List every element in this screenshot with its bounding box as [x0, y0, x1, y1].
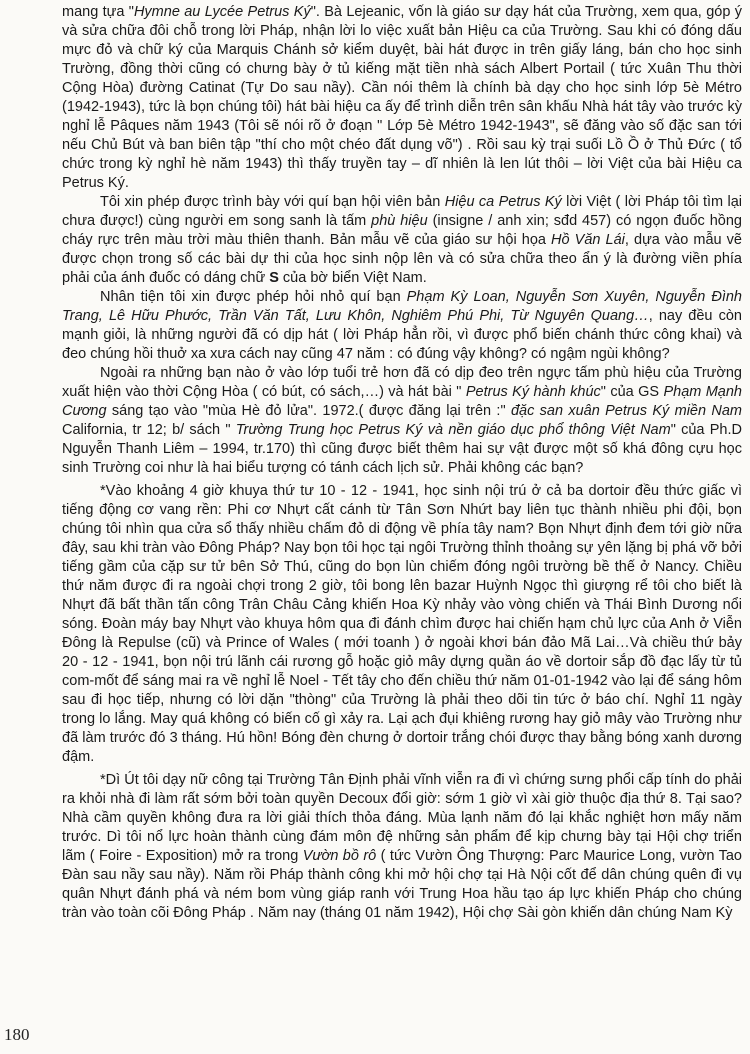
text-run: Nhân tiện tôi xin được phép hỏi nhỏ quí bạn [100, 289, 407, 305]
text-run: của bờ biển Việt Nam. [278, 270, 427, 286]
text-run: sáng tạo vào "mùa Hè đỏ lửa". 1972.( được đăng lại trên :" [106, 403, 511, 419]
bold-text: S [269, 270, 279, 286]
paragraph [62, 771, 742, 923]
paragraph [62, 482, 742, 767]
italic-text: Trường Trung học Petrus Ký và nền giáo dục phổ thông Việt Nam [235, 422, 671, 438]
italic-text: Phạm Kỳ Loan, Nguyễn Sơn Xuyên, Nguyễn Đình Trang, Lê Hữu Phước, Trần Văn Tất, Lưu Khôn, Nghiêm Phú Phi, Từ Nguyên Quang… [62, 289, 742, 324]
text-run: , nay đều còn mạnh giỏi, là những người đã có dịp hát ( lời Pháp hẳn rồi, vì được phổ biến chánh thức công khai) và đeo chúng hồi thuở xa xưa cách nay cũng 47 năm : có đúng vậy không? có ngậm ngùi không? [62, 308, 742, 362]
italic-text: Hiệu ca Petrus Ký [444, 194, 562, 210]
paragraph [62, 364, 742, 478]
text-run: California, tr 12; b/ sách " [62, 422, 236, 438]
text-run: Tôi xin phép được trình bày với quí bạn hội viên bản [100, 194, 445, 210]
paragraph [62, 3, 742, 193]
page-number: 180 [4, 1025, 30, 1044]
text-run: , dựa vào mẫu vẽ được chọn trong số các bài dự thi của học sinh nộp lên và có sửa chữa theo ẩn ý là đường viền phía phải của ánh đuốc có dáng chữ [62, 232, 742, 286]
body-text [62, 3, 742, 923]
text-run: lời Việt ( lời Pháp tôi tìm lại chưa được!) cùng người em song sanh là tấm [62, 194, 742, 229]
italic-text: Petrus Ký hành khúc [465, 384, 601, 400]
italic-text: Vườn bồ rô [302, 848, 377, 864]
text-run: ". Bà Lejeanic, vốn là giáo sư dạy hát của Trường, xem qua, góp ý và sửa chữa đôi chỗ trong lời Pháp, nhận lời lo việc xuất bản Hiệu ca của Trường. Sau khi có đóng dấu mực đỏ và chữ ký của Marquis Chánh sở kiểm duyệt, bài hát được in trên giấy láng, bán cho học sinh Trường, đồng thời cũng có chưng bày ở tủ kiếng mặt tiền nhà sách Albert Portail ( tức Xuân Thu thời Cộng Hòa) đường Catinat (Tự Do sau nầy). Cần nói thêm là chính bà dạy cho học sinh lớp 5è Métro (1942-1943), tức là bọn chúng tôi) hát bài hiệu ca ấy để trình diễn trên sân khấu Nhà hát tây vào trước kỳ nghỉ lễ Pâques năm 1943 (Tôi sẽ nói rõ ở đoạn " Lớp 5è Métro 1942-1943", sẽ đăng vào số đặc san tới nếu Chủ Bút và ban biên tập "thí cho một chéo đất dụng võ") . Rồi sau kỳ trại suối Lồ Ồ ở Thủ Đức ( tổ chức trong kỳ nghỉ hè năm 1943) thì thấy truyền tay – dĩ nhiên là len lút thôi – lời Việt của bài Hiệu ca Petrus Ký. [62, 4, 742, 191]
italic-text: Hymne au Lycée Petrus Ký [133, 4, 311, 20]
text-run: Ngoài ra những bạn nào ở vào lớp tuổi trẻ hơn đã có dịp đeo trên ngực tấm phù hiệu của Trường xuất hiện vào thời Cộng Hòa ( có bút, có sách,…) và hát bài " [62, 365, 742, 400]
paragraph [62, 193, 742, 288]
text-run: *Dì Út tôi dạy nữ công tại Trường Tân Định phải vĩnh viễn ra đi vì chứng sưng phổi cấp tính do phải ra khỏi nhà đi làm rất sớm bởi toàn quyền Decoux đổi giờ: sớm 1 giờ vì xài giờ thuộc địa thứ 8. Tại sao? Nhà cầm quyền không đưa ra lời giải thích thỏa đáng. Mùa lạnh năm đó lại khắc nghiệt hơn mấy năm trước. Dì tôi nổ lực hoàn thành cùng đám môn đệ những sản phẩm để kịp chưng bày tại Hội chợ triển lãm ( Foire - Exposition) mở ra trong [62, 772, 742, 864]
text-run: (insigne / anh xin; sđd 457) có ngọn đuốc hồng cháy rực trên màu trời màu thiên thanh. Bản mẫu vẽ của giáo sư hội họa [62, 213, 742, 248]
text-run: " của GS [600, 384, 664, 400]
text-run: *Vào khoảng 4 giờ khuya thứ tư 10 - 12 - 1941, học sinh nội trú ở cả ba dortoir đều thức giấc vì tiếng động cơ vang rền: Phi cơ Nhựt cất cánh từ Tân Sơn Nhứt bay liên tục thành nhiều phi đội, bọn chúng tôi nhìn qua cửa sổ thấy nhiều chấm đỏ di động về phía tây nam? Bọn Nhựt định đem tới giờ nữa đây, sau khi tràn vào Đông Pháp? Nay bọn tôi học tại ngôi Trường thỉnh thoảng sự yên lặng bị phá vỡ bởi tiếng gầm của cặp sư tử bên Sở Thú, cũng do bọn lùn chiếm đóng ngôi trường bề thế ở Nancy. Chiều thứ năm được đi ra ngoài chợi trong 2 giờ, tôi bong lên bazar Huỳnh Ngọc thì giượng rể tôi cho biết là Nhựt đã bất thần tấn công Trân Châu Cảng khiến Hoa Kỳ nhảy vào vòng chiến và Thái Bình Dương nổi sóng. Đoàn máy bay Nhựt vào khuya hôm qua đi đánh chìm được hai chiến hạm chủ lực của Anh ở Viễn Đông là Repulse (cũ) và Prince of Wales ( mới toanh ) ở ngoài khơi bán đảo Mã Lai…Và chiều thứ bảy 20 - 12 - 1941, bọn nội trú lãnh cái rương gỗ hoặc giỏ mây dựng quần áo về dortoir sắp đồ đạc lấy từ tủ com-mốt để sáng mai ra về nghỉ lễ Noel - Tết tây cho đến chiều thứ năm 01-01-1942 vào lại để sáng hôm sau đi học tiếp, nhưng có lời dặn "thòng" của Trường là phải theo dõi tin tức ở báo chí. Nghỉ 11 ngày trong lo lắng. May quá không có biến cố gì xảy ra. Lại ạch đụi khiêng rương hay giỏ mây vào Trường như đã làm trước đó 3 tháng. Hú hồn! Bóng đèn chưng ở dortoir trắng chói được thay bằng bóng xanh dương đậm. [62, 483, 742, 765]
italic-text: Phạm Mạnh Cương [62, 384, 743, 419]
italic-text: phù hiệu [371, 213, 428, 229]
italic-text: Hồ Văn Lái [551, 232, 625, 248]
paragraph [62, 288, 742, 364]
text-run: " của Ph.D Nguyễn Thanh Liêm – 1994, tr.170) thì cũng được biết thêm hai sự vật được một số khá đông cựu học sinh Trường coi như là hai biểu tượng có tánh cách lịch sử. Phải không các bạn? [62, 422, 742, 476]
text-run: ( tức Vườn Ông Thượng: Parc Maurice Long, vườn Tao Đàn sau nầy sau nầy). Năm rồi Pháp thành công khi mở hội chợ tại Hà Nội cốt để dân chúng quên đi vụ quân Nhựt đánh phá và ném bom vùng giáp ranh với Trung Hoa hầu tạo áp lực khiến Pháp cho chúng tràn vào toàn cõi Đông Pháp . Năm nay (tháng 01 năm 1942), Hội chợ Sài gòn khiến dân chúng Nam Kỳ [62, 848, 742, 921]
text-run: mang tựa " [62, 4, 134, 20]
italic-text: đặc san xuân Petrus Ký miền Nam [510, 403, 742, 419]
